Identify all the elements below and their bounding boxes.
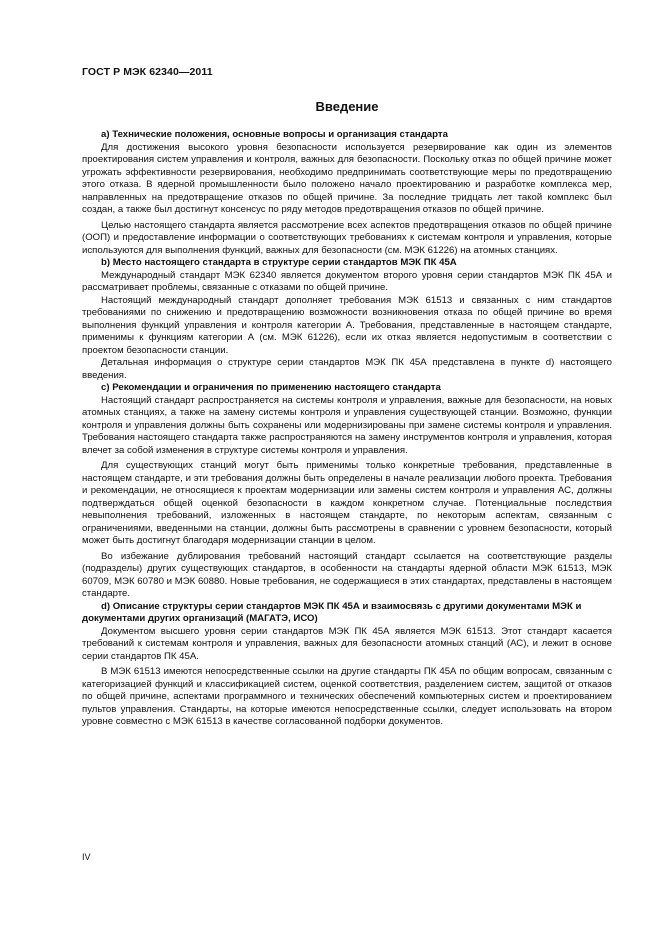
section-d-heading: d) Описание структуры серии стандартов МЭК ПК 45А и взаимосвязь с другими документами МЭК и документами других организаций (МАГАТЭ, ИСО) <box>82 600 582 624</box>
paragraph: Документом высшего уровня серии стандартов МЭК ПК 45А является МЭК 61513. Этот стандарт касается требований к системам контроля и управления, важных для безопасности атомных станций (АС), и лежит в основе серии стандартов ПК 45А. <box>82 625 612 662</box>
paragraph: В МЭК 61513 имеются непосредственные ссылки на другие стандарты ПК 45А по общим вопросам, связанным с категоризацией функций и классификацией систем, оценкой соответствия, разделением систем, защитой от отказов по общей причине, аспектами программного и технических обеспечений компьютерных систем и проектированием пультов управления. Стандарты, на которые имеются непосредственные ссылки, следует использовать на втором уровне совместно с МЭК 61513 в качестве согласованной подборки документов. <box>82 666 612 727</box>
page-number: IV <box>82 852 91 862</box>
paragraph: Международный стандарт МЭК 62340 является документом второго уровня серии стандартов МЭК ПК 45А и рассматривает проблемы, связанные с отказами по общей причине. <box>82 269 612 293</box>
paragraph: Настоящий стандарт распространяется на системы контроля и управления, важные для безопасности, на новых атомных станциях, а также на замену системы контроля и управления существующей станции. Возможно, функции контроля и управления должны быть сохранены или модернизированы при замене системы контроля и управления. Требования настоящего стандарта также распространяются на замену инструментов контроля и управления, которая влечет за собой изменения в структуре системы контроля и управления. <box>82 394 612 456</box>
paragraph: Для достижения высокого уровня безопасности используется резервирование как один из элементов проектирования систем управления и контроля, важных для безопасности. Поскольку отказ по общей причине может угрожать эффективности резервирования, необходимо предпринимать соответствующие меры по предотвращению этого отказа. В ядерной промышленности было положено начало проектированию и разработке комплекса мер, направленных на предотвращение отказов по общей причине. За последние тридцать лет такой комплекс был создан, а также был достигнут консенсус по ряду методов предотвращения отказов по общей причине. <box>82 141 612 215</box>
section-c-heading: с) Рекомендации и ограничения по применению настоящего стандарта <box>101 382 441 393</box>
section-a-heading: а) Технические положения, основные вопросы и организация стандарта <box>101 129 448 140</box>
paragraph: Во избежание дублирования требований настоящий стандарт ссылается на соответствующие разделы (подразделы) других существующих стандартов, в особенности на стандарты ядерной области МЭК 61513, МЭК 60709, МЭК 60780 и МЭК 60880. Новые требования, не содержащиеся в этих стандартах, представлены в настоящем стандарте. <box>82 550 612 599</box>
document-header: ГОСТ Р МЭК 62340—2011 <box>82 66 213 78</box>
paragraph: Детальная информация о структуре серии стандартов МЭК ПК 45А представлена в пункте d) настоящего введения. <box>82 357 612 381</box>
paragraph: Для существующих станций могут быть применимы только конкретные требования, представленные в настоящем стандарте, и эти требования должны быть определены в начале реализации любого проекта. Требования и рекомендации, не относящиеся к проектам модернизации или замены систем контроля и управления АС, должны подтверждаться общей оценкой безопасности в каждом конкретном случае. Потенциальные последствия невыполнения требований, изложенных в настоящем стандарте, по некоторым аспектам, связанным с ограничениями, введенными на станции, должны быть рассмотрены в сравнении с уровнем безопасности, который может быть достигнут благодаря модернизации станции в целом. <box>82 460 612 546</box>
page-title: Введение <box>315 99 379 114</box>
section-b-heading: b) Место настоящего стандарта в структуре серии стандартов МЭК ПК 45А <box>101 257 457 268</box>
paragraph: Настоящий международный стандарт дополняет требования МЭК 61513 и связанных с ним стандартов требованиями по снижению и предотвращению возможности возникновения отказа по общей причине во время выполнения функций управления и контроля категории А. Требования, представленные в настоящем стандарте, применимы к функциям категории А (см. МЭК 61226), если их отказ является недопустимым в соответствии с проектом безопасности станции. <box>82 294 612 356</box>
document-page <box>82 66 612 729</box>
paragraph: Целью настоящего стандарта является рассмотрение всех аспектов предотвращения отказов по общей причине (ООП) и предоставление информации о соответствующих требованиях к системам контроля и управления, которые используются для выполнения функций, важных для безопасности (см. МЭК 61226) на атомных станциях. <box>82 219 612 256</box>
document-body <box>82 129 612 729</box>
